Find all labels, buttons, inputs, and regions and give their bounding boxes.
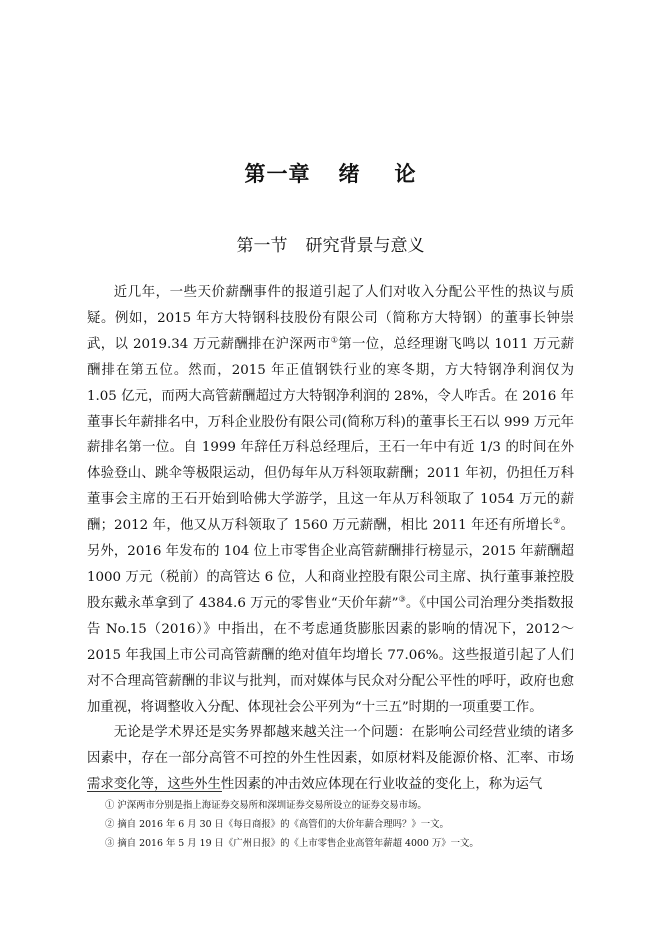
footnote-3: ③ 摘自 2016 年 5 月 19 日《广州日报》的《上市零售企业高管年薪超 4000 万》一文。 (105, 838, 479, 849)
footnote-ref-3: ③ (398, 594, 406, 604)
body-text (87, 280, 574, 798)
chapter-title-char-1: 绪 (338, 161, 361, 186)
chapter-title-char-2: 论 (394, 161, 417, 186)
footnote-ref-2: ② (553, 516, 561, 526)
section-title (0, 231, 661, 256)
chapter-label: 第一章 (244, 161, 311, 186)
footnote-divider (87, 791, 222, 792)
footnote-2: ② 摘自 2016 年 6 月 30 日《每日商报》的《高管们的大价年薪合理吗？》一文。 (105, 819, 449, 830)
footnote-1: ① 沪深两市分别是指上海证券交易所和深圳证券交易所设立的证券交易市场。 (105, 800, 427, 811)
section-label: 第一节 (236, 236, 288, 256)
footnotes (105, 796, 575, 853)
paragraph-1: 近几年，一些天价薪酬事件的报道引起了人们对收入分配公平性的热议与质疑。例如，2015 年方大特钢科技股份有限公司（简称方大特钢）的董事长钟崇武，以 2019.34 万元薪酬排在沪深两市①第一位，总经理谢飞鸣以 1011 万元薪酬排在第五位。然而，2015 年正值钢铁行业的寒冬期，方大特钢净利润仅为 1.05 亿元，而两大高管薪酬超过方大特钢净利润的 28%，令人咋舌。在 2016 年董事长年薪排名中，万科企业股份有限公司(简称万科)的董事长王石以 999 万元年薪排名第一位。自 1999 年辞任万科总经理后，王石一年中有近 1/3 的时间在外体验登山、跳伞等极限运动，但仍每年从万科领取薪酬；2011 年初，仍担任万科董事会主席的王石开始到哈佛大学游学，且这一年从万科领取了 1054 万元的薪酬；2012 年，他又从万科领取了 1560 万元薪酬，相比 2011 年还有所增长②。另外，2016 年发布的 104 位上市零售企业高管薪酬排行榜显示，2015 年薪酬超 1000 万元（税前）的高管达 6 位，人和商业控股有限公司主席、执行董事兼控股股东戴永革拿到了 4384.6 万元的零售业“天价年薪”③。《中国公司治理分类指数报告 No.15（2016）》中指出，在不考虑通货膨胀因素的影响的情况下，2012～2015 年我国上市公司高管薪酬的绝对值年均增长 77.06%。这些报道引起了人们对不合理高管薪酬的非议与批判，而对媒体与民众对分配公平性的呼吁，政府也愈加重视，将调整收入分配、体现社会公平列为“十三五”时期的一项重要工作。 (87, 285, 575, 715)
footnote-ref-1: ① (330, 335, 339, 345)
section-heading: 研究背景与意义 (305, 236, 425, 256)
chapter-title (0, 158, 661, 188)
paragraph-2: 无论是学术界还是实务界都越来越关注一个问题：在影响公司经营业绩的诸多因素中，存在一部分高管不可控的外生性因素，如原材料及能源价格、汇率、市场需求变化等，这些外生性因素的冲击效应体现在行业收益的变化上，称为运气 (87, 725, 574, 793)
